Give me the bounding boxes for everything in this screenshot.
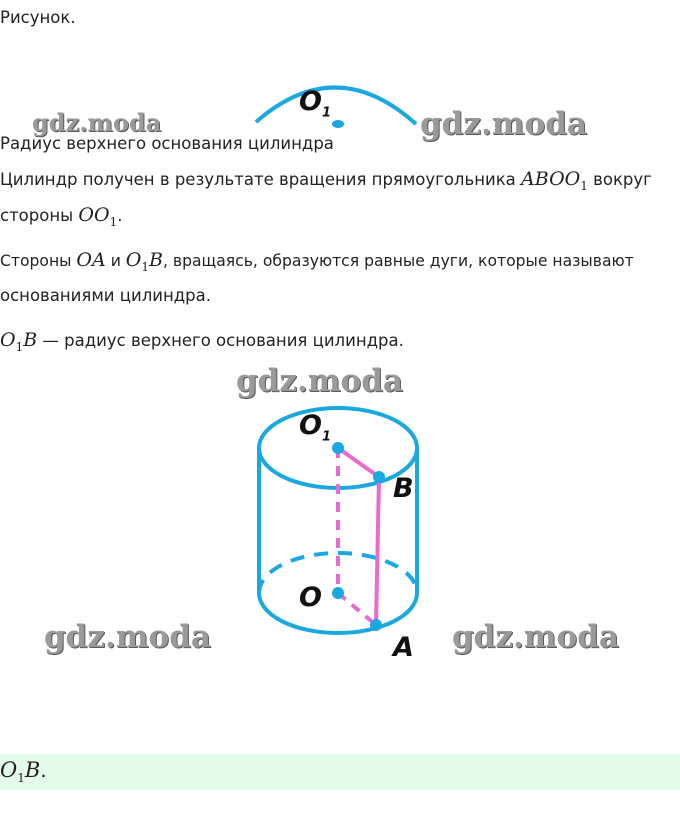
- label-top-o1: $O_1$: [299, 86, 331, 121]
- radius-oa: [338, 593, 376, 625]
- label-o1: $O_1$: [299, 410, 331, 445]
- text: вокруг: [587, 170, 652, 189]
- text: , вращаясь, образуются равные дуги, которые называют: [162, 252, 634, 270]
- text: .: [117, 206, 123, 225]
- top-arc-center-point: [332, 120, 344, 128]
- cylinder-figure: [259, 408, 417, 633]
- paragraph-2-line-1: [0, 249, 634, 274]
- point-a: [370, 619, 382, 631]
- point-b: [373, 471, 385, 483]
- text: Стороны: [0, 252, 77, 270]
- point-o: [332, 587, 344, 599]
- math-o1b: $O_1B$: [0, 329, 38, 354]
- figure-caption: Рисунок.: [0, 8, 76, 27]
- text: Цилиндр получен в результате вращения прямоугольника: [0, 170, 522, 189]
- label-a: A: [393, 632, 414, 663]
- text: и: [105, 252, 126, 270]
- watermark: gdz.moda: [420, 106, 587, 142]
- watermark: gdz.moda: [452, 619, 619, 655]
- math-oa: OA: [76, 249, 106, 271]
- point-o1: [332, 442, 344, 454]
- side-ba: [376, 477, 379, 625]
- math-oo1: $OO_1$: [78, 204, 118, 229]
- watermark: gdz.moda: [236, 363, 403, 399]
- top-arc: [256, 87, 416, 124]
- paragraph-2-line-2: основаниями цилиндра.: [0, 286, 211, 305]
- label-o: O: [299, 582, 322, 613]
- watermark: gdz.moda: [44, 619, 211, 655]
- math-o1b: $O_1B$: [125, 249, 163, 274]
- answer-text: $O_1B$.: [0, 758, 47, 786]
- math-abo: $ABOO_1$: [521, 168, 588, 193]
- paragraph-1-line-2: [0, 204, 122, 229]
- math-o1b: $O_1B$: [0, 758, 41, 786]
- text: — радиус верхнего основания цилиндра.: [37, 331, 404, 350]
- watermark: gdz.moda: [32, 108, 162, 137]
- text: стороны: [0, 206, 79, 225]
- radius-o1b: [338, 448, 379, 477]
- label-b: B: [393, 473, 414, 504]
- section-heading: Радиус верхнего основания цилиндра: [0, 134, 334, 153]
- paragraph-3: [0, 329, 404, 354]
- answer-box: [0, 754, 680, 790]
- paragraph-1-line-1: [0, 168, 652, 193]
